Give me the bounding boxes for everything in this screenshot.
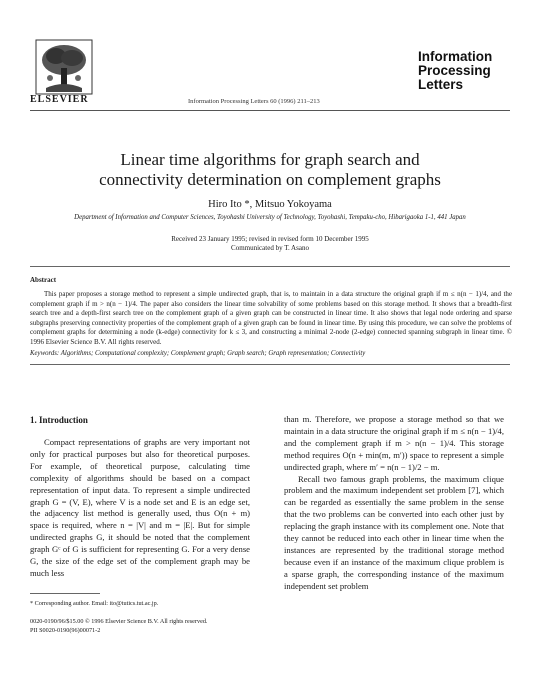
- abstract-text: This paper proposes a storage method to represent a simple undirected graph, that is, to maintain in a data structure the original graph if m ≤ n(n − 1)/4, and the complement graph if m > n(n − 1)/4. The paper also considers the linear time solvability of some problems based on this storage method. It shows that a breadth-first search tree and a depth-first search tree on the complement graph of a given graph can be constructed in linear time. It also shows that legal node ordering and sparse subgraphs preserving connectivity properties of the complement graph of a given graph can be found in linear time. By using this procedure, we can solve the problems of complement graphs for determining a node (k-edge) connectivity for k ≤ 3, and constructing a minimal 2-node (2-edge) connected spanning subgraph in linear time. © 1996 Elsevier Science B.V. All rights reserved.: [30, 290, 512, 346]
- abstract-top-rule: [30, 266, 510, 267]
- abstract-body: [30, 290, 512, 347]
- received-dates: Received 23 January 1995; revised in revised form 10 December 1995: [171, 235, 369, 243]
- header-rule: [30, 110, 510, 111]
- authors: Hiro Ito *, Mitsuo Yokoyama: [208, 199, 332, 210]
- corresponding-author-footnote: * Corresponding author. Email: ito@tutics.tut.ac.jp.: [30, 600, 159, 607]
- abstract-heading: Abstract: [30, 276, 57, 284]
- journal-name-line-3: Letters: [418, 77, 464, 92]
- affiliation: Department of Information and Computer Sciences, Toyohashi University of Technology, Toyohashi, Tempaku-cho, Hibarigaoka 1-1, 441 Japan: [74, 214, 466, 221]
- paper-title: [40, 150, 500, 190]
- communicated-by: Communicated by T. Asano: [231, 244, 309, 252]
- elsevier-tree-logo: [34, 38, 94, 96]
- left-column: [30, 437, 250, 580]
- right-paragraph-2: Recall two famous graph problems, the maximum clique problem and the maximum independent set problem [7], which can be regarded as essentially the same problem in the sense that the two problems can be converted into each other just by replacing the graph instance with its complement one. Note that they cannot be reduced into each other in linear time when the instances are represented by the traditional storage method because even if an instance of the maximum clique problem is a sparse graph, the corresponding instance of the maximum independent set problem: [284, 473, 504, 591]
- title-line-1: Linear time algorithms for graph search and: [120, 150, 420, 169]
- journal-name-line-2: Processing: [418, 63, 491, 78]
- keywords: Keywords: Algorithms; Computational complexity; Complement graph; Graph search; Graph representation; Connectivity: [30, 350, 366, 357]
- section-heading: 1. Introduction: [30, 415, 88, 425]
- right-column: [284, 414, 504, 593]
- publisher-name: ELSEVIER: [30, 94, 89, 105]
- left-paragraph-1: Compact representations of graphs are very important not only for practical purposes but also for theoretical purposes. For example, of theoretical purpose, calculating time complexity of algorithms should be based on a compact representation of input data. To represent a simple undirected graph G = (V, E), where V is a node set and E is an edge set, the adjacency list method is generally used, thus O(n + m) space is required, where n = |V| and m = |E|. But for simple undirected graphs G, it should be noted that the complement graph Gᶜ of G is sufficient for representing G. For a very dense G, the size of the edge set of the complement graph may be much less: [30, 437, 250, 578]
- journal-reference: Information Processing Letters 60 (1996) 211–213: [188, 98, 320, 105]
- journal-name: [418, 50, 492, 92]
- footnote-rule: [30, 593, 100, 594]
- pii-line: PII S0020-0190(96)00071-2: [30, 627, 101, 634]
- right-paragraph-1: than m. Therefore, we propose a storage method so that we maintain in a data structure the original graph if m ≤ n(n − 1)/4, and the complement graph if m > n(n − 1)/4. This storage method requires O(n + min(m, m′)) space to represent a simple undirected graph, where m′ = n(n − 1)/2 − m.: [284, 414, 504, 472]
- title-line-2: connectivity determination on complement graphs: [99, 170, 441, 189]
- keywords-bottom-rule: [30, 364, 510, 365]
- copyright-line: 0020-0190/96/$15.00 © 1996 Elsevier Science B.V. All rights reserved.: [30, 618, 208, 625]
- journal-name-line-1: Information: [418, 49, 493, 64]
